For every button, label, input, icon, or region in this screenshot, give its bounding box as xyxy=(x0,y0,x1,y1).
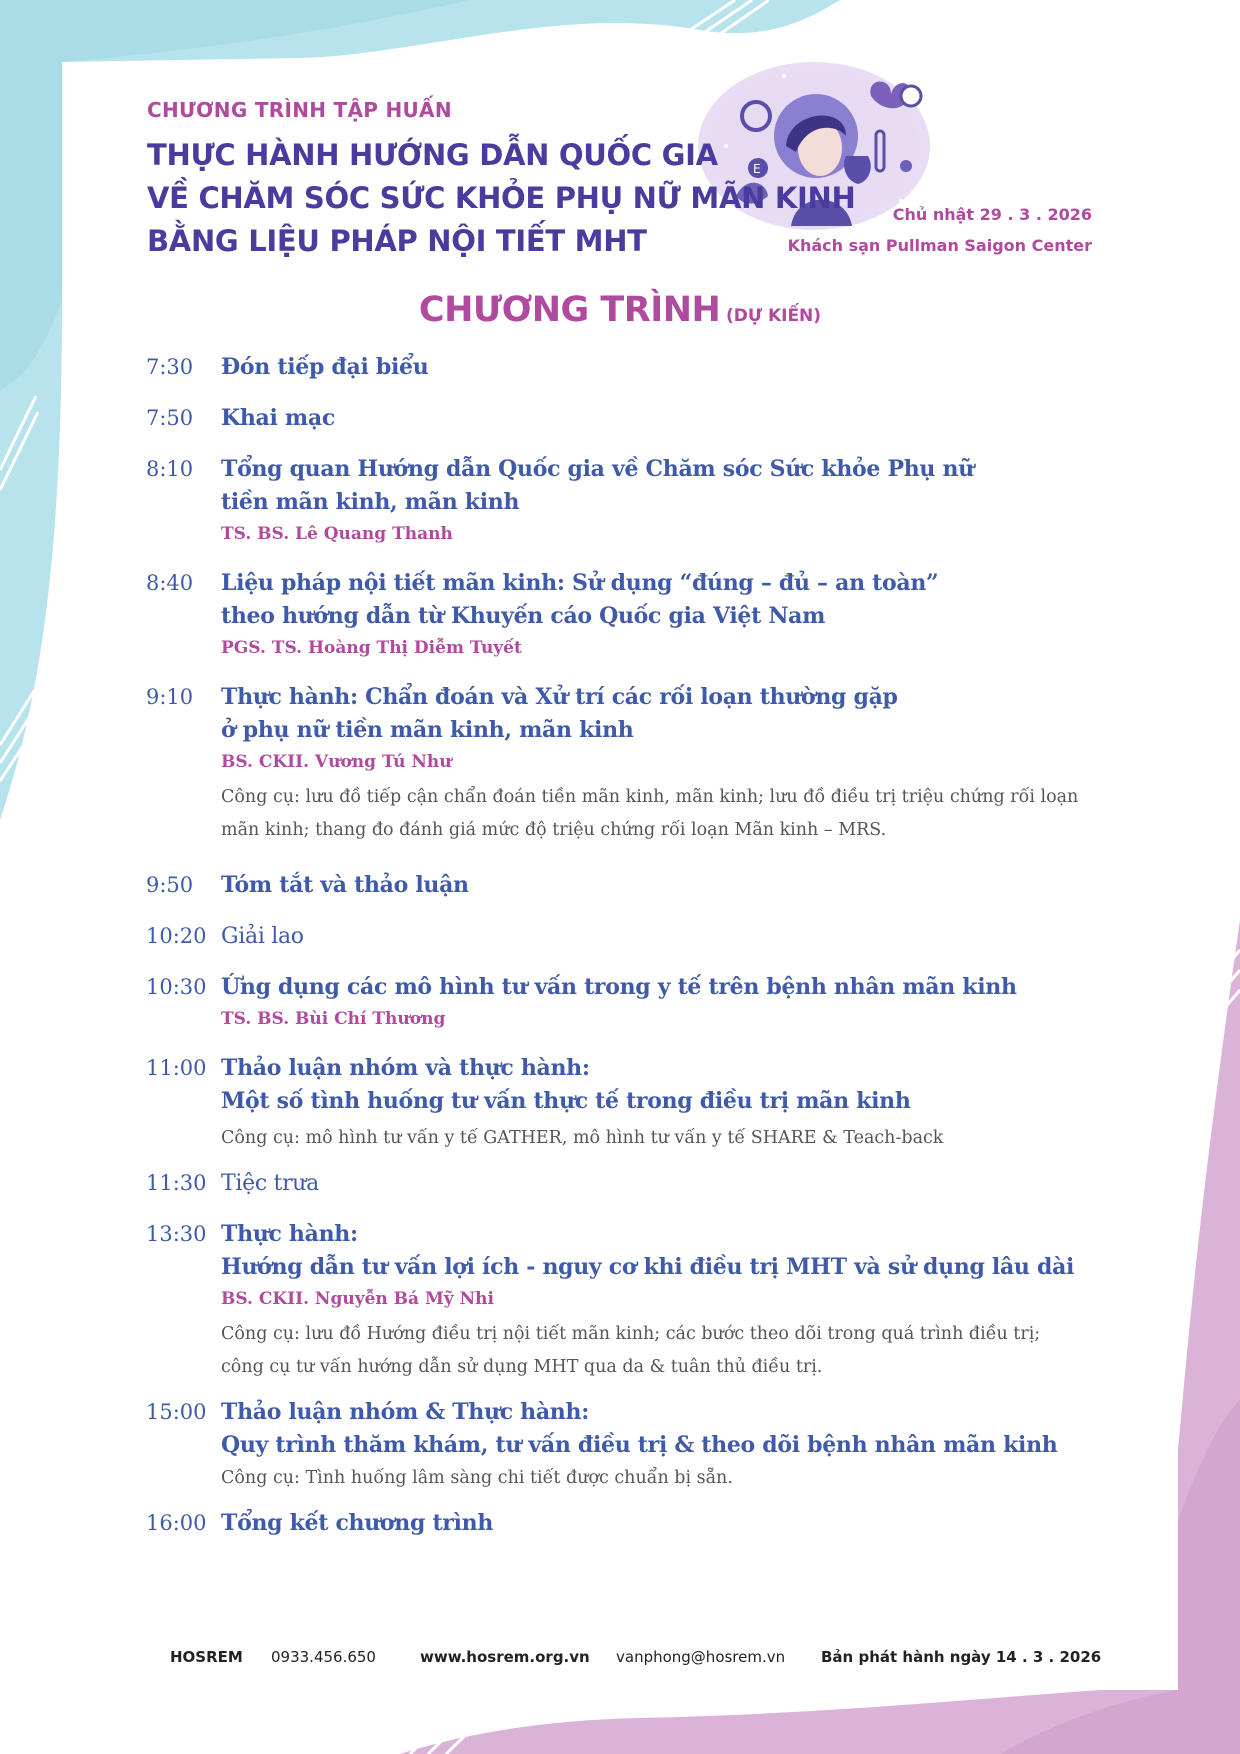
agenda-note xyxy=(221,1122,1096,1155)
agenda-item xyxy=(146,681,1096,847)
agenda-note-line: Công cụ: lưu đồ tiếp cận chẩn đoán tiền mãn kinh, mãn kinh; lưu đồ điều trị triệu chứng rối loạn xyxy=(221,787,1079,807)
agenda-title: Giải lao xyxy=(221,924,304,949)
agenda-note-line: Công cụ: lưu đồ Hướng điều trị nội tiết mãn kinh; các bước theo dõi trong quá trình điều trị; xyxy=(221,1324,1041,1344)
title-line-1: THỰC HÀNH HƯỚNG DẪN QUỐC GIA xyxy=(147,138,718,172)
agenda-item xyxy=(146,402,1096,435)
agenda-item xyxy=(146,1507,1096,1540)
program-subtitle: CHƯƠNG TRÌNH TẬP HUẤN xyxy=(147,98,452,122)
agenda-speaker: BS. CKII. Nguyễn Bá Mỹ Nhi xyxy=(221,1289,494,1309)
agenda-title: Tóm tắt và thảo luận xyxy=(221,872,469,898)
agenda-speaker: BS. CKII. Vương Tú Như xyxy=(221,752,452,772)
agenda-item xyxy=(146,567,1096,663)
agenda-item xyxy=(146,1218,1096,1384)
agenda-title: theo hướng dẫn từ Khuyến cáo Quốc gia Việt Nam xyxy=(221,603,826,629)
agenda-time: 16:00 xyxy=(146,1511,207,1535)
event-date: Chủ nhật 29 . 3 . 2026 xyxy=(892,205,1092,224)
svg-text:E: E xyxy=(753,162,761,176)
agenda-time: 9:50 xyxy=(146,873,194,897)
agenda-title: Liệu pháp nội tiết mãn kinh: Sử dụng “đúng – đủ – an toàn” xyxy=(221,570,939,596)
agenda-item xyxy=(146,920,1096,953)
title-line-2: VỀ CHĂM SÓC SỨC KHỎE PHỤ NỮ MÃN KINH xyxy=(147,181,856,215)
agenda-note xyxy=(221,1318,1096,1384)
agenda-title: ở phụ nữ tiền mãn kinh, mãn kinh xyxy=(221,717,634,743)
agenda-time: 15:00 xyxy=(146,1400,207,1424)
footer-phone[interactable]: 0933.456.650 xyxy=(271,1648,376,1666)
agenda-speaker: TS. BS. Bùi Chí Thương xyxy=(221,1009,446,1029)
agenda-title: Một số tình huống tư vấn thực tế trong điều trị mãn kinh xyxy=(221,1088,911,1114)
agenda-time: 7:30 xyxy=(146,355,194,379)
agenda-time: 9:10 xyxy=(146,685,194,709)
agenda-title: Ứng dụng các mô hình tư vấn trong y tế trên bệnh nhân mãn kinh xyxy=(221,974,1017,1000)
program-heading-text: CHƯƠNG TRÌNH xyxy=(418,290,721,330)
program-heading-note: (DỰ KIẾN) xyxy=(725,306,822,326)
agenda-title: Thực hành: xyxy=(221,1221,358,1247)
agenda-note xyxy=(221,781,1096,847)
agenda-item xyxy=(146,869,1096,902)
agenda-item xyxy=(146,1396,1096,1495)
agenda-title: Tổng quan Hướng dẫn Quốc gia về Chăm sóc Sức khỏe Phụ nữ xyxy=(221,456,974,482)
title-line-3: BẰNG LIỆU PHÁP NỘI TIẾT MHT xyxy=(147,224,647,258)
event-venue: Khách sạn Pullman Saigon Center xyxy=(787,236,1092,255)
program-heading xyxy=(0,290,1240,330)
agenda-time: 8:10 xyxy=(146,457,194,481)
footer-release-date: Bản phát hành ngày 14 . 3 . 2026 xyxy=(821,1648,1102,1666)
agenda-item xyxy=(146,453,1096,549)
agenda-time: 11:00 xyxy=(146,1056,207,1080)
agenda-time: 10:20 xyxy=(146,924,207,948)
footer-email-link[interactable]: vanphong@hosrem.vn xyxy=(616,1648,786,1666)
agenda-note-line: Công cụ: mô hình tư vấn y tế GATHER, mô hình tư vấn y tế SHARE & Teach-back xyxy=(221,1128,944,1148)
agenda-item xyxy=(146,351,1096,384)
agenda-time: 10:30 xyxy=(146,975,207,999)
agenda-time: 13:30 xyxy=(146,1222,207,1246)
agenda-speaker: TS. BS. Lê Quang Thanh xyxy=(221,524,453,544)
agenda-item xyxy=(146,1167,1096,1200)
agenda-list xyxy=(146,351,1096,1540)
agenda-title: Thảo luận nhóm & Thực hành: xyxy=(221,1399,590,1425)
footer-org: HOSREM xyxy=(170,1648,243,1666)
agenda-title: Quy trình thăm khám, tư vấn điều trị & theo dõi bệnh nhân mãn kinh xyxy=(221,1432,1058,1458)
footer-website-link[interactable]: www.hosrem.org.vn xyxy=(420,1648,590,1666)
agenda-title: Đón tiếp đại biểu xyxy=(221,354,429,380)
agenda-note-line: công cụ tư vấn hướng dẫn sử dụng MHT qua da & tuân thủ điều trị. xyxy=(221,1357,823,1377)
agenda-note-line: mãn kinh; thang đo đánh giá mức độ triệu chứng rối loạn Mãn kinh – MRS. xyxy=(221,820,887,840)
agenda-item xyxy=(146,1052,1096,1155)
agenda-note-line: Công cụ: Tình huống lâm sàng chi tiết được chuẩn bị sẵn. xyxy=(221,1468,733,1488)
agenda-speaker: PGS. TS. Hoàng Thị Diễm Tuyết xyxy=(221,638,522,658)
agenda-title: Hướng dẫn tư vấn lợi ích - nguy cơ khi điều trị MHT và sử dụng lâu dài xyxy=(221,1254,1075,1280)
agenda-note xyxy=(221,1462,1096,1495)
agenda-title: Khai mạc xyxy=(221,405,335,431)
agenda-title: Tiệc trưa xyxy=(221,1171,319,1196)
agenda-title: Tổng kết chương trình xyxy=(221,1510,494,1536)
agenda-title: tiền mãn kinh, mãn kinh xyxy=(221,489,520,515)
agenda-time: 8:40 xyxy=(146,571,194,595)
agenda-item xyxy=(146,971,1096,1034)
agenda-time: 11:30 xyxy=(146,1171,207,1195)
agenda-title: Thực hành: Chẩn đoán và Xử trí các rối loạn thường gặp xyxy=(221,684,898,710)
agenda-title: Thảo luận nhóm và thực hành: xyxy=(221,1055,590,1081)
agenda-time: 7:50 xyxy=(146,406,194,430)
